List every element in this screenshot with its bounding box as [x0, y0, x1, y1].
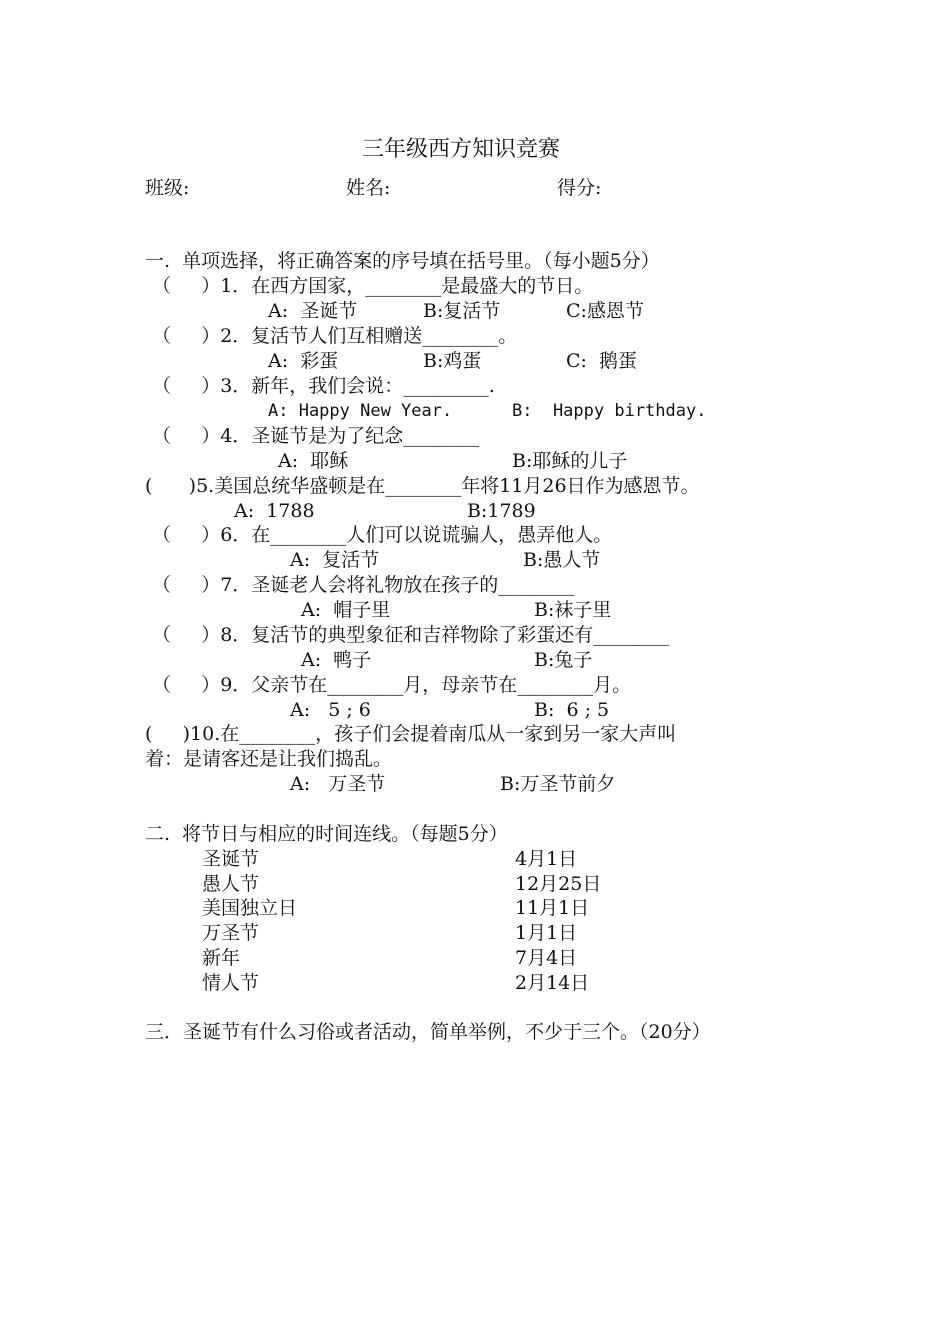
option-a: A: 鸭子: [301, 649, 372, 671]
question-stem: （ ）7．圣诞老人会将礼物放在孩子的________: [152, 574, 575, 596]
question-stem: （ ）4．圣诞节是为了纪念________: [152, 425, 480, 447]
option-b: B: 6 ; 5: [534, 699, 610, 721]
score-label: 得分:: [557, 177, 602, 199]
option-b: B: Happy birthday.: [512, 401, 707, 421]
festival-item: 情人节: [202, 972, 260, 994]
question-stem: ( )5.美国总统华盛顿是在________年将11月26日作为感恩节。: [145, 475, 700, 497]
option-b: B:鸡蛋: [423, 350, 482, 372]
class-label: 班级:: [145, 177, 190, 199]
section2-heading: 二. 将节日与相应的时间连线。（每题5分）: [145, 823, 508, 845]
option-a: A: 万圣节: [290, 773, 386, 795]
option-a: A: 复活节: [290, 549, 380, 571]
option-a: A: 耶稣: [278, 450, 349, 472]
option-a: A: 1788: [234, 500, 315, 522]
date-item: 4月1日: [515, 848, 578, 870]
option-b: B:复活节: [423, 300, 501, 322]
festival-item: 新年: [202, 947, 241, 969]
date-item: 2月14日: [515, 972, 590, 994]
festival-item: 圣诞节: [202, 848, 260, 870]
question-stem: ( )10.在________，孩子们会提着南瓜从一家到另一家大声叫: [145, 723, 677, 745]
section3-heading: 三．圣诞节有什么习俗或者活动，简单举例，不少于三个。（20分）: [145, 1021, 711, 1043]
option-b: B:万圣节前夕: [500, 773, 616, 795]
festival-item: 愚人节: [202, 873, 260, 895]
festival-item: 万圣节: [202, 922, 260, 944]
date-item: 1月1日: [515, 922, 578, 944]
question-stem-continued: 着：是请客还是让我们捣乱。: [145, 748, 393, 770]
option-c: C: 鹅蛋: [566, 350, 638, 372]
option-a: A: 帽子里: [301, 599, 391, 621]
question-stem: （ ）1．在西方国家，________是最盛大的节日。: [152, 275, 594, 297]
date-item: 12月25日: [515, 873, 602, 895]
date-item: 11月1日: [515, 897, 590, 919]
option-b: B:兔子: [534, 649, 593, 671]
question-stem: （ ）2．复活节人们互相赠送________。: [152, 325, 518, 347]
option-b: B:愚人节: [523, 549, 601, 571]
option-b: B:袜子里: [534, 599, 612, 621]
question-stem: （ ）3．新年，我们会说：_________.: [152, 375, 495, 397]
option-a: A: 圣诞节: [268, 300, 358, 322]
option-b: B:1789: [467, 500, 536, 522]
section1-heading: 一. 单项选择，将正确答案的序号填在括号里。（每小题5分）: [145, 250, 660, 272]
festival-item: 美国独立日: [202, 897, 298, 919]
name-label: 姓名:: [346, 177, 391, 199]
option-c: C:感恩节: [566, 300, 644, 322]
option-a: A: 5 ; 6: [290, 699, 371, 721]
question-stem: （ ）9．父亲节在________月，母亲节在________月。: [152, 674, 632, 696]
option-b: B:耶稣的儿子: [512, 450, 628, 472]
option-a: A: 彩蛋: [268, 350, 339, 372]
date-item: 7月4日: [515, 947, 578, 969]
question-stem: （ ）8．复活节的典型象征和吉祥物除了彩蛋还有________: [152, 624, 670, 646]
question-stem: （ ）6．在________人们可以说谎骗人，愚弄他人。: [152, 524, 613, 546]
page-title: 三年级西方知识竞赛: [362, 137, 561, 162]
option-a: A: Happy New Year.: [268, 401, 453, 421]
